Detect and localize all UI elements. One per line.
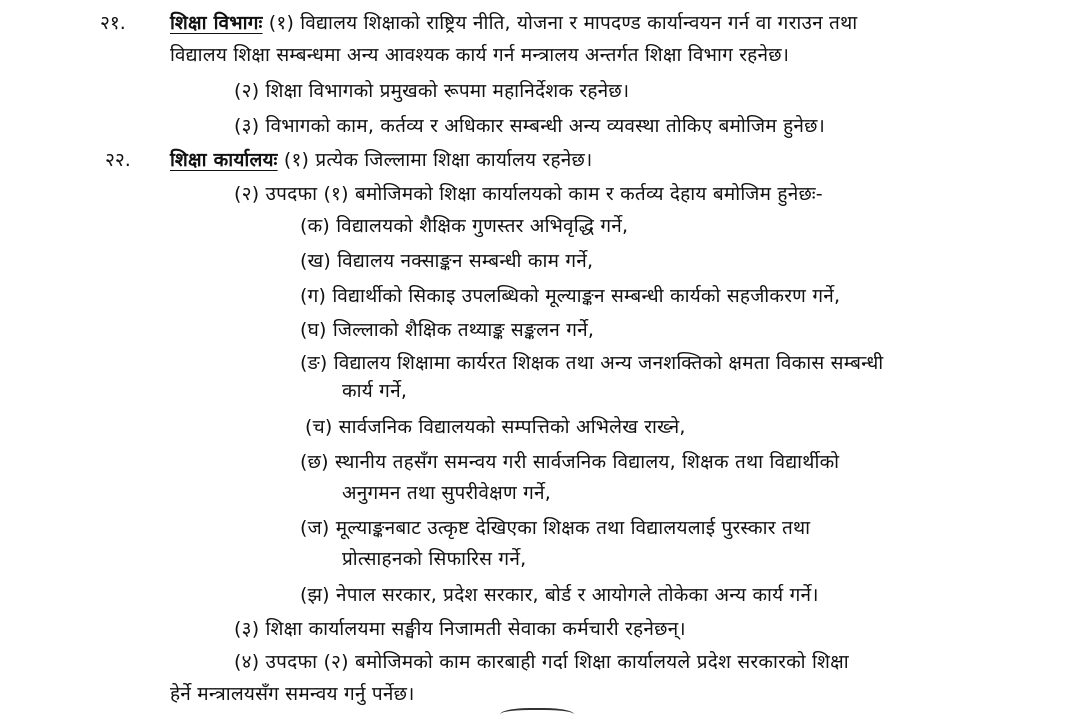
list-item-ga: (ग) विद्यार्थीको सिकाइ उपलब्धिको मूल्याङ्कन सम्बन्धी कार्यको सहजीकरण गर्ने, [300, 285, 841, 307]
list-item-kha: (ख) विद्यालय नक्साङ्कन सम्बन्धी काम गर्ने, [300, 250, 594, 272]
section-21-heading: शिक्षा विभागः [170, 12, 263, 34]
list-item-chha: (छ) स्थानीय तहसँग समन्वय गरी सार्वजनिक विद्यालय, शिक्षक तथा विद्यार्थीको [300, 451, 840, 473]
section-22-clause-3: (३) शिक्षा कार्यालयमा सङ्घीय निजामती सेवाका कर्मचारी रहनेछन्। [234, 618, 686, 640]
section-22-clause-1: (१) प्रत्येक जिल्लामा शिक्षा कार्यालय रहनेछ। [283, 149, 593, 171]
list-item-jha: (झ) नेपाल सरकार, प्रदेश सरकार, बोर्ड र आयोगले तोकेका अन्य कार्य गर्ने। [300, 584, 819, 606]
section-22-number: २२. [105, 149, 131, 171]
list-item-gha: (घ) जिल्लाको शैक्षिक तथ्याङ्क सङ्कलन गर्ने, [300, 319, 595, 341]
section-22-clause-4: (४) उपदफा (२) बमोजिमको काम कारबाही गर्दा शिक्षा कार्यालयले प्रदेश सरकारको शिक्षा [234, 651, 849, 673]
section-22-heading: शिक्षा कार्यालयः [170, 149, 278, 171]
list-item-chha-cont: अनुगमन तथा सुपरीवेक्षण गर्ने, [342, 482, 552, 504]
cropped-text-fragment [500, 708, 574, 718]
section-21-clause-2: (२) शिक्षा विभागको प्रमुखको रूपमा महानिर्देशक रहनेछ। [234, 80, 630, 102]
section-22-clause-4-cont: हेर्ने मन्त्रालयसँग समन्वय गर्नु पर्नेछ। [170, 683, 415, 705]
list-item-nga: (ङ) विद्यालय शिक्षामा कार्यरत शिक्षक तथा अन्य जनशक्तिको क्षमता विकास सम्बन्धी [300, 352, 884, 374]
section-21-line-1 [170, 10, 980, 36]
section-21-clause-1: (१) विद्यालय शिक्षाको राष्ट्रिय नीति, योजना र मापदण्ड कार्यान्वयन गर्न वा गराउन तथा [268, 12, 858, 34]
list-item-cha: (च) सार्वजनिक विद्यालयको सम्पत्तिको अभिलेख राख्ने, [305, 416, 686, 438]
list-item-nga-cont: कार्य गर्ने, [342, 380, 408, 402]
list-item-ka: (क) विद्यालयको शैक्षिक गुणस्तर अभिवृद्धि गर्ने, [300, 215, 629, 237]
list-item-ja-cont: प्रोत्साहनको सिफारिस गर्ने, [342, 548, 527, 570]
section-21-line-2: विद्यालय शिक्षा सम्बन्धमा अन्य आवश्यक कार्य गर्न मन्त्रालय अन्तर्गत शिक्षा विभाग रहनेछ। [170, 44, 790, 66]
section-21-number: २१. [100, 12, 126, 34]
section-22-line-1 [170, 147, 592, 173]
section-21-clause-3: (३) विभागको काम, कर्तव्य र अधिकार सम्बन्धी अन्य व्यवस्था तोकिए बमोजिम हुनेछ। [234, 115, 826, 137]
section-22-clause-2: (२) उपदफा (१) बमोजिमको शिक्षा कार्यालयको काम र कर्तव्य देहाय बमोजिम हुनेछः- [234, 183, 823, 205]
list-item-ja: (ज) मूल्याङ्कनबाट उत्कृष्ट देखिएका शिक्षक तथा विद्यालयलाई पुरस्कार तथा [300, 517, 811, 539]
